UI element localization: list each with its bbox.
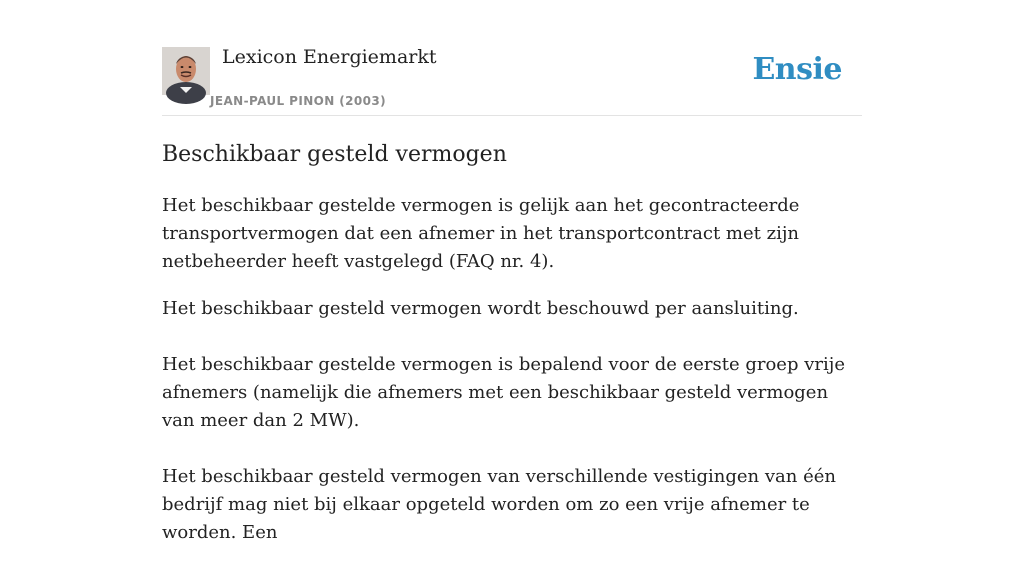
brand-logo[interactable]: Ensie — [752, 52, 842, 87]
article-title: Beschikbaar gesteld vermogen — [162, 142, 507, 167]
header — [162, 44, 862, 116]
article-paragraph: Het beschikbaar gestelde vermogen is bepalend voor de eerste groep vrije afnemers (namelijk die afnemers met een beschikbaar gesteld vermogen van meer dan 2 MW). — [162, 354, 845, 431]
article-paragraph: Het beschikbaar gesteld vermogen wordt beschouwd per aansluiting. — [162, 298, 799, 319]
avatar-portrait-icon — [162, 47, 210, 95]
article — [162, 140, 862, 566]
author-name[interactable]: JEAN-PAUL PINON (2003) — [210, 94, 387, 108]
article-paragraph: Het beschikbaar gesteld vermogen van verschillende vestigingen van één bedrijf mag niet bij elkaar opgeteld worden om zo een vrije afnemer te worden. Een — [162, 466, 836, 543]
author-avatar — [162, 47, 210, 95]
article-paragraph: Het beschikbaar gestelde vermogen is gelijk aan het gecontracteerde transportvermogen dat een afnemer in het transportcontract met zijn netbeheerder heeft vastgelegd (FAQ nr. 4). — [162, 195, 800, 272]
book-title[interactable]: Lexicon Energiemarkt — [222, 46, 437, 68]
